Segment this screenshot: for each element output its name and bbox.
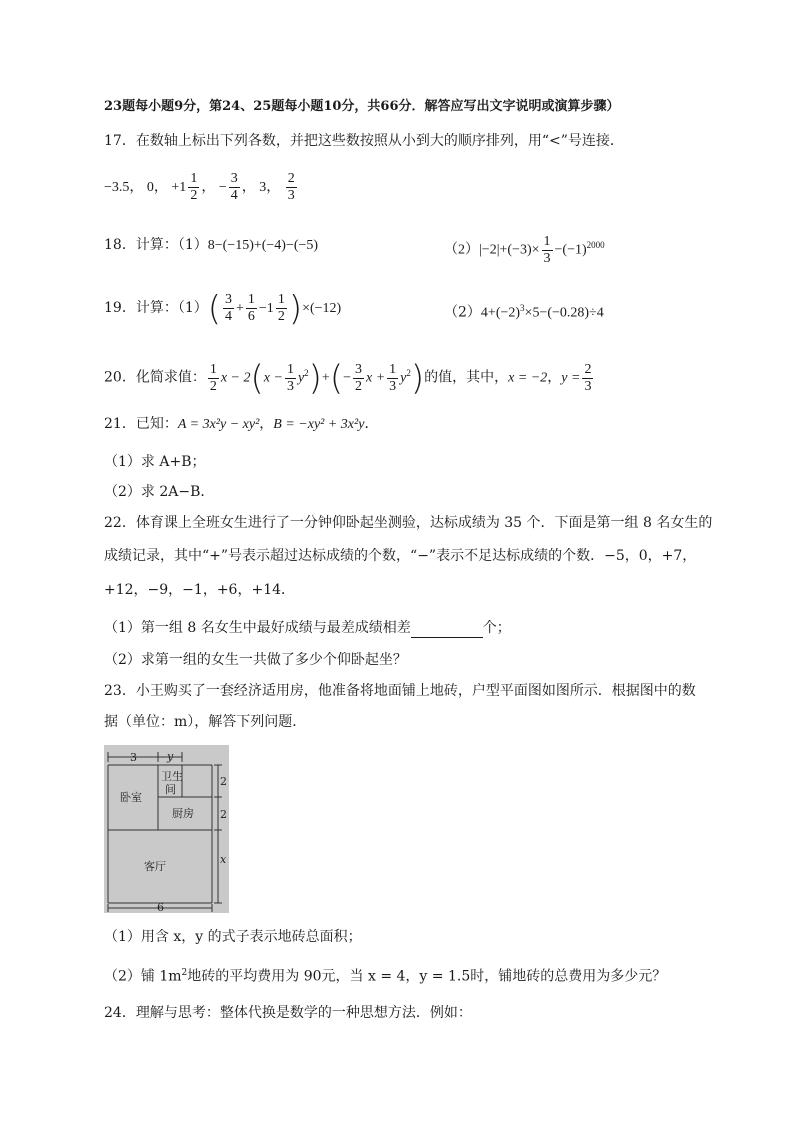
numerator: 1 [209,361,217,377]
paren-open: ( [250,358,264,399]
q24-line1: 24．理解与思考：整体代换是数学的一种思想方法．例如： [104,1005,472,1021]
plan-label-kitchen: 厨房 [172,807,194,820]
q19-tail: ×(−12) [302,301,342,316]
q18-label: 18．计算：（1） [104,237,208,253]
q20-x-value: x = −2 [508,370,548,386]
paren-open: ( [329,358,344,399]
sep: ， [266,180,281,195]
q18 [104,235,318,256]
sep: ， [129,180,144,195]
q18-part2-b: −(−1) [554,242,587,258]
fraction [285,362,296,395]
q20-y-label: y = [561,370,581,386]
q19-part2-tail: ×5−(−0.28)÷4 [524,305,604,321]
q17-n3: +1 [171,180,187,195]
numerator: 1 [543,233,551,249]
plan-label-x: x [220,853,227,866]
q22-p1-unit: 个； [482,620,511,636]
q23-p2-b: 地砖的平均费用为 90元，当 x = 4，y = 1.5时，铺地砖的总费用为多少元？ [187,968,667,985]
denominator: 2 [190,188,198,204]
sep: ， [153,180,168,195]
paren-close: ) [288,288,303,329]
q23-p2-a: （2）铺 1m [104,968,182,985]
q20-c-tail: y [400,370,407,386]
q20-c-mid: x + [366,370,386,386]
fraction [208,362,219,395]
section-header-note: 23题每小题9分，第24、25题每小题10分，共66分．解答应写出文字说明或演算步骤） [104,99,620,114]
plan-label-bathroom-2: 间 [165,783,176,796]
numerator: 1 [247,292,255,308]
denominator: 2 [209,378,217,394]
denominator: 6 [247,309,255,325]
sep: ， [259,416,274,432]
plan-label-2b: 2 [220,808,227,821]
q17-n2: 0 [146,180,154,195]
paren-close: ) [410,358,425,399]
fraction [353,362,364,395]
plan-label-y: y [167,750,174,763]
numerator: 2 [287,171,295,187]
plan-label-3: 3 [130,751,137,764]
plan-label-6: 6 [157,901,164,913]
denominator: 3 [286,378,294,394]
fraction [246,292,257,325]
sep: ， [241,180,256,195]
q18-part2-a: |−2|+(−3)× [479,242,540,258]
q19-label: 19．计算：（1） [104,300,208,316]
numerator: 3 [230,171,238,187]
paren-close: ) [308,358,322,399]
q20-b-tail: y [297,370,305,386]
fraction [582,362,593,395]
op: + [236,301,244,316]
q21-expr-a: A = 3x²y − xy² [177,417,260,432]
q17-n4: − [218,180,227,195]
fraction [223,292,234,325]
q23-p1: （1）用含 x，y 的式子表示地砖总面积； [104,929,362,945]
q20: 20．化简求值： $\frac{1}{2}$ x − 2(x − $\frac{1}{3}$ $y^2)+(-$ $\frac{3}{2}$ x + $\frac{1}{3}$ $y^2$)的值，其中，x = −2，y = $\frac{2}{3}$ [104,358,592,399]
plan-label-2a: 2 [220,775,227,788]
q22-line1: 22．体育课上全班女生进行了一分钟仰卧起坐测验，达标成绩为 35 个．下面是第一组 8 名女生的 [104,515,713,531]
q17-n1: −3.5 [104,180,130,195]
plan-label-living: 客厅 [144,860,166,873]
denominator: 3 [543,250,551,266]
paren-open: ( [207,288,221,329]
op: + [321,370,330,386]
q21 [104,414,378,435]
exponent: 2000 [586,240,605,250]
q20-suffix: 的值，其中， [424,369,509,386]
fraction [229,171,240,204]
denominator: 4 [230,188,238,204]
sep: ． [364,416,379,432]
numerator: 1 [277,292,285,308]
q23-p2 [104,963,666,987]
denominator: 2 [277,309,285,325]
q23-line1: 23．小王购买了一套经济适用房，他准备将地面铺上地砖，户型平面图如图所示．根据图中的数 [104,683,696,699]
q17-numbers [104,168,299,208]
q19-part2-a: 4+(−2) [480,305,521,321]
fraction [188,171,199,204]
numerator: 3 [355,361,362,377]
q20-b-head: x − [263,370,283,386]
q20-a-tail: x − 2 [220,370,251,386]
fraction [276,292,287,325]
op: −1 [258,301,274,316]
answer-blank[interactable] [411,623,483,638]
floor-plan-svg [104,745,229,913]
q21-expr-b: B = −xy² + 3x²y [273,417,365,432]
numerator: 1 [190,171,198,187]
q21-label: 21．已知： [104,416,178,432]
fraction [387,362,398,395]
q20-label: 20．化简求值： [104,369,206,386]
numerator: 1 [286,361,294,377]
q18-part2-label: （2） [444,242,479,258]
q19-part2-label: （2） [444,304,481,321]
q22-p1-text: （1）第一组 8 名女生中最好成绩与最差成绩相差 [104,620,411,636]
denominator: 3 [584,378,592,394]
q17-text: 17．在数轴上标出下列各数，并把这些数按照从小到大的顺序排列，用“<”号连接． [104,133,624,149]
denominator: 4 [225,309,232,325]
q22-line3: +12，−9，−1，+6，+14． [104,582,296,598]
q19-part1 [104,288,341,328]
denominator: 3 [389,378,397,394]
exponent: 2 [406,368,411,378]
numerator: 1 [389,361,397,377]
q21-p2: （2）求 2A−B． [104,484,215,500]
q17-n5: 3 [259,180,267,195]
q18-part2 [444,228,605,266]
q19-part2 [444,298,604,324]
op: − [343,370,351,386]
sep: ， [201,180,216,195]
exponent: 2 [304,368,309,378]
numerator: 3 [225,292,232,308]
plan-label-bathroom: 卫生 [161,770,183,783]
exponent: 2 [181,968,188,978]
q22-p1 [104,618,511,638]
denominator: 3 [287,188,295,204]
numerator: 2 [584,361,592,377]
q21-p1: （1）求 A+B； [104,454,206,470]
plan-label-bedroom: 卧室 [120,791,142,804]
q22-p2: （2）求第一组的女生一共做了多少个仰卧起坐？ [104,652,407,668]
q18-part1: 8−(−15)+(−4)−(−5) [207,238,319,253]
denominator: 2 [355,378,362,394]
fraction [542,234,553,267]
exponent: 3 [520,303,525,313]
floor-plan-figure [104,745,229,913]
q23-line2: 据（单位：m），解答下列问题． [104,714,307,730]
q17-n6-fraction [286,171,297,204]
q22-line2: 成绩记录，其中“+”号表示超过达标成绩的个数，“−”表示不足达标成绩的个数．−5，0，+7， [104,548,697,564]
